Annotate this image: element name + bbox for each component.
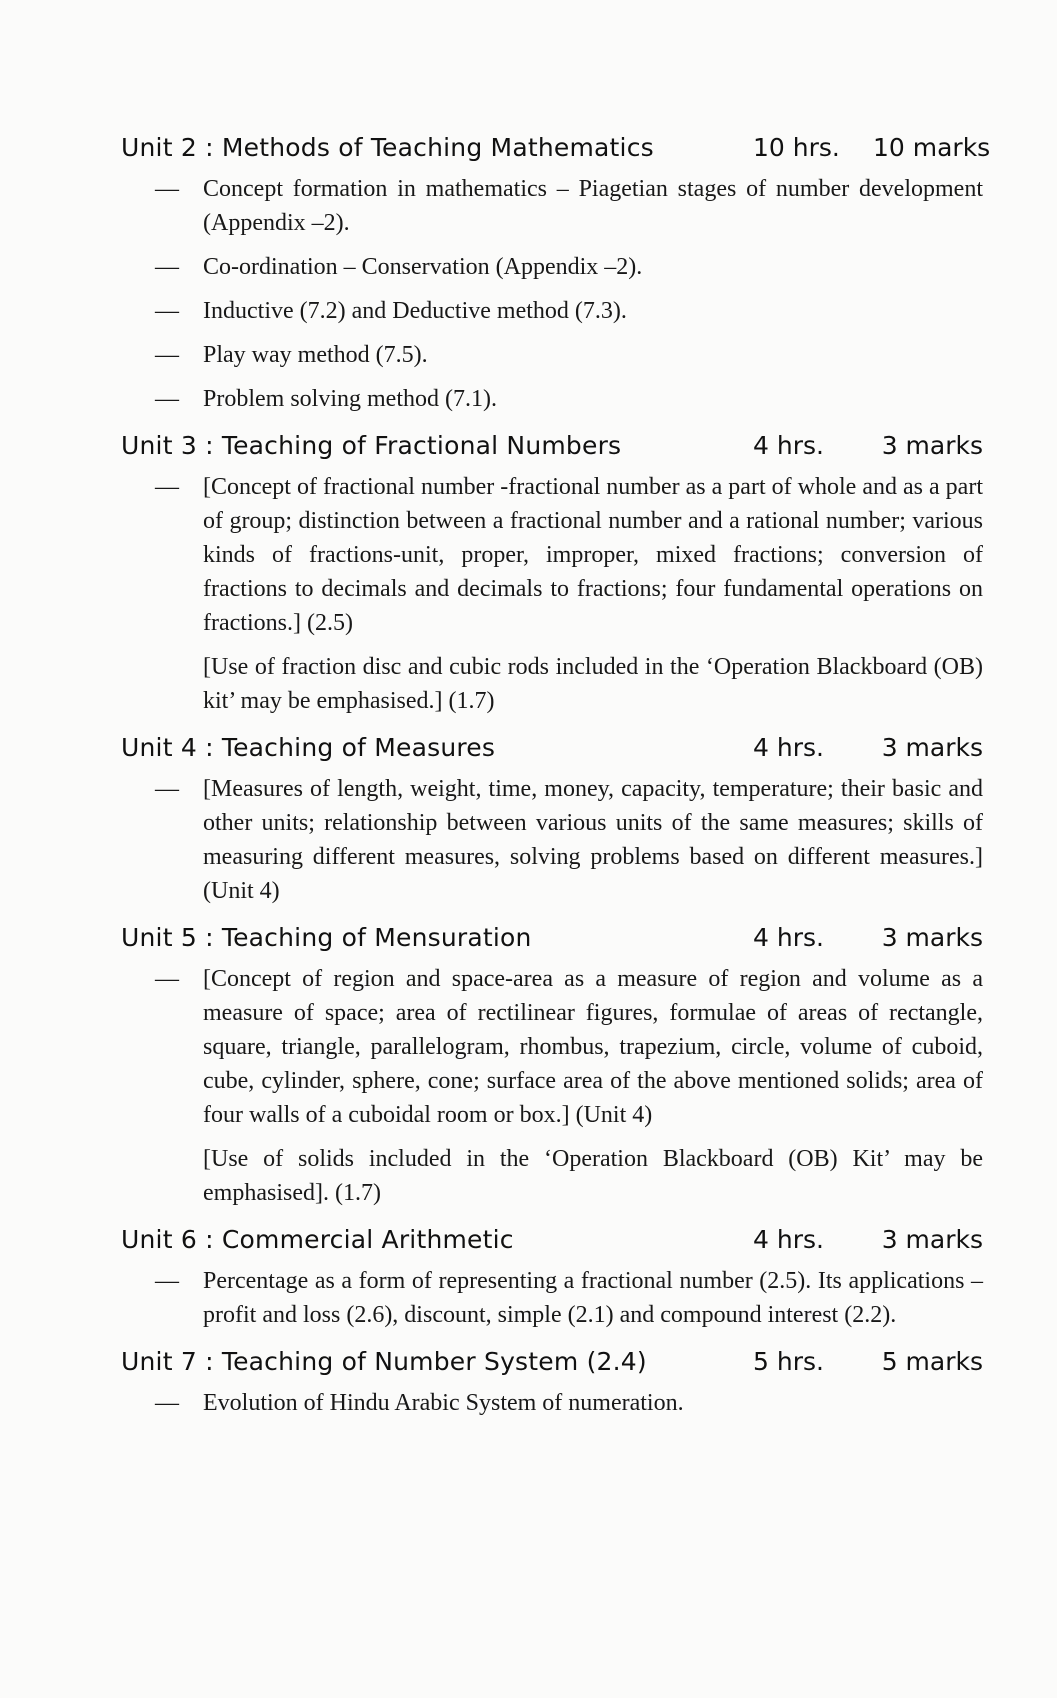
topic-text: Play way method (7.5). xyxy=(203,342,428,368)
unit-3-section xyxy=(121,426,983,718)
bullet-dash: — xyxy=(155,254,179,280)
topic-text: [Concept of region and space-area as a measure of region and volume as a measure of space; area of rectilinear figures, formulae of areas of rectangle, square, triangle, parallelogram, rhombus, trapezium, circle, volume of cuboid, cube, cylinder, sphere, cone; surface area of the above mentioned solids; area of four walls of a cuboidal room or box.] (Unit 4) xyxy=(203,966,983,1128)
topic-text: Inductive (7.2) and Deductive method (7.3). xyxy=(203,298,627,324)
unit-title: Unit 2 : Methods of Teaching Mathematics xyxy=(121,133,654,162)
unit-title: Unit 7 : Teaching of Number System (2.4) xyxy=(121,1347,647,1376)
bullet-dash: — xyxy=(155,776,179,802)
unit-title: Unit 3 : Teaching of Fractional Numbers xyxy=(121,431,622,460)
unit-hours: 5 hrs. xyxy=(753,1347,824,1376)
bullet-dash: — xyxy=(155,966,179,992)
unit-marks: 3 marks xyxy=(881,431,983,460)
unit-4-section xyxy=(121,728,983,908)
topic-text: Concept formation in mathematics – Piagetian stages of number development (Appendix –2). xyxy=(203,176,983,236)
topic-item xyxy=(121,338,983,372)
unit-title: Unit 4 : Teaching of Measures xyxy=(121,733,496,762)
topic-item xyxy=(121,962,983,1132)
unit-marks: 5 marks xyxy=(881,1347,983,1376)
bullet-dash: — xyxy=(155,386,179,412)
unit-heading xyxy=(121,1342,983,1382)
unit-7-section xyxy=(121,1342,983,1420)
unit-marks: 10 marks xyxy=(873,133,991,162)
unit-2-section xyxy=(121,128,991,416)
unit-heading xyxy=(121,728,983,768)
syllabus-page xyxy=(121,128,991,1430)
topic-text: Percentage as a form of representing a fractional number (2.5). Its applications – profit and loss (2.6), discount, simple (2.1) and compound interest (2.2). xyxy=(203,1268,983,1328)
unit-title: Unit 5 : Teaching of Mensuration xyxy=(121,923,532,952)
bullet-dash: — xyxy=(155,342,179,368)
unit-hours: 4 hrs. xyxy=(753,733,824,762)
unit-title: Unit 6 : Commercial Arithmetic xyxy=(121,1225,514,1254)
topic-item xyxy=(121,250,983,284)
topic-text: [Measures of length, weight, time, money, capacity, temperature; their basic and other units; relationship between various units of the same measures; skills of measuring different measures, solving problems based on different measures.] (Unit 4) xyxy=(203,776,983,904)
unit-heading xyxy=(121,426,983,466)
unit-5-section xyxy=(121,918,983,1210)
unit-6-section xyxy=(121,1220,983,1332)
topic-text: Problem solving method (7.1). xyxy=(203,386,497,412)
topic-item xyxy=(121,470,983,640)
unit-marks: 3 marks xyxy=(881,923,983,952)
bullet-dash: — xyxy=(155,474,179,500)
bullet-dash: — xyxy=(155,176,179,202)
unit-heading xyxy=(121,918,983,958)
topic-item xyxy=(121,1264,983,1332)
topic-item xyxy=(121,772,983,908)
topic-note xyxy=(121,1142,983,1210)
topic-item xyxy=(121,382,983,416)
unit-hours: 4 hrs. xyxy=(753,923,824,952)
unit-hours: 4 hrs. xyxy=(753,431,824,460)
topic-item xyxy=(121,1386,983,1420)
unit-marks: 3 marks xyxy=(881,1225,983,1254)
topic-item xyxy=(121,172,983,240)
topic-item xyxy=(121,294,983,328)
unit-marks: 3 marks xyxy=(881,733,983,762)
unit-hours: 10 hrs. xyxy=(753,133,840,162)
topic-text: [Use of fraction disc and cubic rods included in the ‘Operation Blackboard (OB) kit’ may be emphasised.] (1.7) xyxy=(203,654,983,714)
bullet-dash: — xyxy=(155,1390,179,1416)
topic-text: [Concept of fractional number -fractional number as a part of whole and as a part of group; distinction between a fractional number and a rational number; various kinds of fractions-unit, proper, improper, mixed fractions; conversion of fractions to decimals and decimals to fractions; four fundamental operations on fractions.] (2.5) xyxy=(203,474,983,636)
bullet-dash: — xyxy=(155,298,179,324)
unit-heading xyxy=(121,128,991,168)
bullet-dash: — xyxy=(155,1268,179,1294)
topic-text: [Use of solids included in the ‘Operation Blackboard (OB) Kit’ may be emphasised]. (1.7) xyxy=(203,1146,983,1206)
topic-note xyxy=(121,650,983,718)
unit-heading xyxy=(121,1220,983,1260)
topic-text: Evolution of Hindu Arabic System of numeration. xyxy=(203,1390,684,1416)
topic-text: Co-ordination – Conservation (Appendix –2). xyxy=(203,254,643,280)
unit-hours: 4 hrs. xyxy=(753,1225,824,1254)
